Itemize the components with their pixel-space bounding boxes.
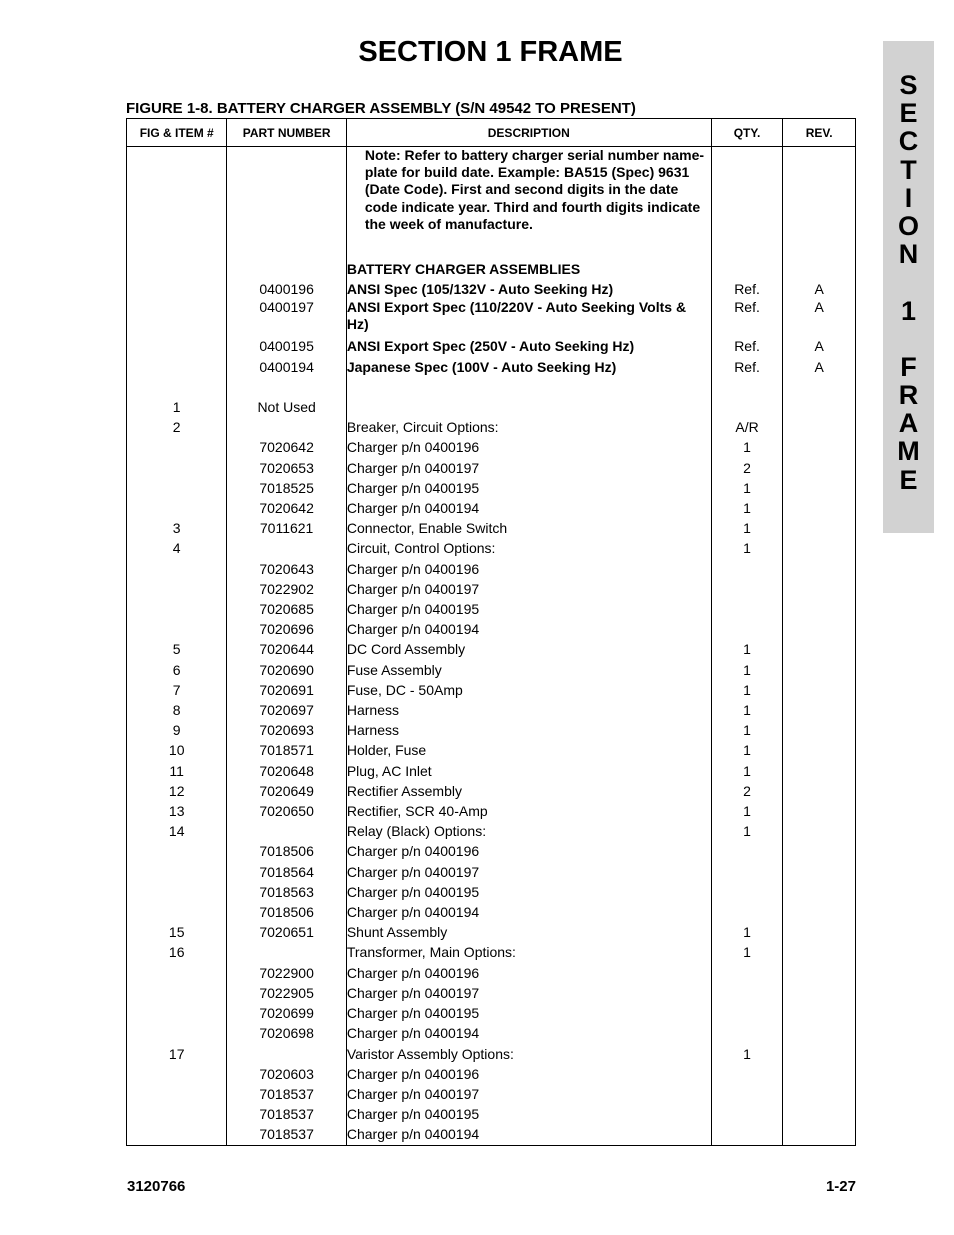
description-cell: Fuse Assembly: [346, 660, 711, 680]
qty-cell: 1: [711, 821, 783, 841]
qty-cell: A/R: [711, 417, 783, 437]
column-header-fig-item: FIG & ITEM #: [127, 119, 227, 147]
rev-cell: [783, 559, 856, 579]
description-cell: Charger p/n 0400197: [346, 1084, 711, 1104]
qty-cell: 1: [711, 538, 783, 558]
rev-cell: [783, 639, 856, 659]
rev-cell: A: [783, 279, 856, 299]
part-number-cell: 7020653: [227, 458, 346, 478]
part-number-cell: 7020642: [227, 437, 346, 457]
rev-cell: [783, 518, 856, 538]
part-number-cell: 7018525: [227, 478, 346, 498]
qty-cell: [711, 599, 783, 619]
fig-item-cell: [127, 841, 227, 861]
table-row: [127, 801, 856, 821]
rev-cell: [783, 1124, 856, 1145]
page-number: 1-27: [825, 1178, 856, 1195]
qty-cell: [711, 1023, 783, 1043]
table-row: [127, 417, 856, 437]
qty-cell: [711, 841, 783, 861]
part-number-cell: 7020698: [227, 1023, 346, 1043]
section-tab-letter: T: [900, 154, 917, 185]
fig-item-cell: 4: [127, 538, 227, 558]
description-cell: Harness: [346, 720, 711, 740]
fig-item-cell: [127, 478, 227, 498]
fig-item-cell: [127, 599, 227, 619]
description-cell: Charger p/n 0400194: [346, 902, 711, 922]
qty-cell: 1: [711, 720, 783, 740]
description-cell: BATTERY CHARGER ASSEMBLIES: [346, 259, 711, 279]
description-cell: Charger p/n 0400197: [346, 862, 711, 882]
rev-cell: [783, 417, 856, 437]
table-row: [127, 660, 856, 680]
part-number-cell: 7018537: [227, 1084, 346, 1104]
rev-cell: [783, 720, 856, 740]
table-row: [127, 740, 856, 760]
fig-item-cell: [127, 1084, 227, 1104]
rev-cell: [783, 902, 856, 922]
rev-cell: [783, 478, 856, 498]
rev-cell: [783, 1044, 856, 1064]
qty-cell: 1: [711, 660, 783, 680]
qty-cell: [711, 963, 783, 983]
part-number-cell: 7018563: [227, 882, 346, 902]
qty-cell: [711, 259, 783, 279]
rev-cell: [783, 821, 856, 841]
fig-item-cell: [127, 377, 227, 397]
table-row: [127, 498, 856, 518]
description-cell: Rectifier Assembly: [346, 781, 711, 801]
rev-cell: A: [783, 357, 856, 377]
table-row: [127, 1104, 856, 1124]
table-row: [127, 377, 856, 397]
description-cell: ANSI Export Spec (110/220V - Auto Seeking Volts & Hz): [346, 299, 711, 336]
rev-cell: [783, 1084, 856, 1104]
part-number-cell: 7020651: [227, 922, 346, 942]
part-number-cell: 7020693: [227, 720, 346, 740]
parts-table: [126, 118, 856, 1146]
rev-cell: [783, 397, 856, 417]
description-cell: DC Cord Assembly: [346, 639, 711, 659]
part-number-cell: 0400196: [227, 279, 346, 299]
description-cell: Shunt Assembly: [346, 922, 711, 942]
qty-cell: Ref.: [711, 357, 783, 377]
description-cell: Charger p/n 0400194: [346, 1124, 711, 1145]
description-cell: Japanese Spec (100V - Auto Seeking Hz): [346, 357, 711, 377]
table-row: [127, 781, 856, 801]
part-number-cell: 7018537: [227, 1124, 346, 1145]
fig-item-cell: 17: [127, 1044, 227, 1064]
qty-cell: 1: [711, 639, 783, 659]
fig-item-cell: [127, 458, 227, 478]
table-row: [127, 1064, 856, 1084]
section-tab-letter: N: [898, 239, 919, 270]
part-number-cell: 7020603: [227, 1064, 346, 1084]
part-number-cell: 7020697: [227, 700, 346, 720]
rev-cell: [783, 259, 856, 279]
qty-cell: 1: [711, 437, 783, 457]
qty-cell: 2: [711, 458, 783, 478]
table-row: [127, 1124, 856, 1145]
rev-cell: [783, 619, 856, 639]
description-cell: Circuit, Control Options:: [346, 538, 711, 558]
fig-item-cell: [127, 983, 227, 1003]
qty-cell: [711, 397, 783, 417]
fig-item-cell: [127, 619, 227, 639]
part-number-cell: 7018571: [227, 740, 346, 760]
part-number-cell: [227, 377, 346, 397]
rev-cell: [783, 377, 856, 397]
table-row: [127, 357, 856, 377]
table-row: [127, 579, 856, 599]
part-number-cell: [227, 821, 346, 841]
fig-item-cell: 12: [127, 781, 227, 801]
fig-item-cell: [127, 437, 227, 457]
rev-cell: [783, 761, 856, 781]
table-row: [127, 336, 856, 356]
rev-cell: [783, 882, 856, 902]
fig-item-cell: 1: [127, 397, 227, 417]
description-cell: Charger p/n 0400196: [346, 559, 711, 579]
fig-item-cell: [127, 1064, 227, 1084]
document-number: 3120766: [127, 1178, 186, 1195]
fig-item-cell: [127, 1124, 227, 1145]
table-row: [127, 1084, 856, 1104]
part-number-cell: 7020690: [227, 660, 346, 680]
rev-cell: [783, 458, 856, 478]
fig-item-cell: 3: [127, 518, 227, 538]
rev-cell: [783, 437, 856, 457]
part-number-cell: 0400195: [227, 336, 346, 356]
rev-cell: [783, 1023, 856, 1043]
fig-item-cell: [127, 279, 227, 299]
table-row: [127, 639, 856, 659]
description-cell: Charger p/n 0400194: [346, 498, 711, 518]
part-number-cell: 7018506: [227, 841, 346, 861]
table-row: [127, 538, 856, 558]
column-header-qty: QTY.: [711, 119, 783, 147]
rev-cell: [783, 599, 856, 619]
fig-item-cell: [127, 498, 227, 518]
description-cell: Charger p/n 0400194: [346, 619, 711, 639]
description-cell: Charger p/n 0400195: [346, 599, 711, 619]
fig-item-cell: 7: [127, 680, 227, 700]
rev-cell: [783, 740, 856, 760]
section-tab-letter: O: [897, 210, 919, 241]
description-cell: Harness: [346, 700, 711, 720]
part-number-cell: 7020691: [227, 680, 346, 700]
rev-cell: [783, 862, 856, 882]
table-row: [127, 458, 856, 478]
qty-cell: [711, 1124, 783, 1145]
fig-item-cell: [127, 559, 227, 579]
fig-item-cell: [127, 963, 227, 983]
rev-cell: [783, 1003, 856, 1023]
part-number-cell: 7020699: [227, 1003, 346, 1023]
part-number-cell: [227, 417, 346, 437]
qty-cell: Ref.: [711, 336, 783, 356]
qty-cell: Ref.: [711, 279, 783, 299]
table-row: [127, 882, 856, 902]
part-number-cell: 7011621: [227, 518, 346, 538]
fig-item-cell: 9: [127, 720, 227, 740]
part-number-cell: Not Used: [227, 397, 346, 417]
fig-item-cell: [127, 299, 227, 336]
qty-cell: 1: [711, 801, 783, 821]
table-row: [127, 700, 856, 720]
table-row: [127, 397, 856, 417]
qty-cell: 1: [711, 518, 783, 538]
description-cell: Relay (Black) Options:: [346, 821, 711, 841]
table-row: [127, 1023, 856, 1043]
section-side-tab: [883, 41, 934, 533]
qty-cell: [711, 1084, 783, 1104]
qty-cell: 1: [711, 740, 783, 760]
fig-item-cell: [127, 1003, 227, 1023]
part-number-cell: [227, 942, 346, 962]
qty-cell: [711, 1064, 783, 1084]
fig-item-cell: [127, 882, 227, 902]
table-row: [127, 862, 856, 882]
qty-cell: [711, 377, 783, 397]
table-row: [127, 963, 856, 983]
table-row: [127, 720, 856, 740]
section-tab-letter: E: [899, 98, 918, 129]
description-cell: Charger p/n 0400196: [346, 963, 711, 983]
section-tab-letter: [883, 268, 934, 296]
part-number-cell: [227, 538, 346, 558]
part-number-cell: 7020649: [227, 781, 346, 801]
table-row: [127, 259, 856, 279]
column-header-part-number: PART NUMBER: [227, 119, 346, 147]
figure-caption: FIGURE 1-8. BATTERY CHARGER ASSEMBLY (S/N 49542 TO PRESENT): [126, 100, 636, 117]
description-cell: Charger p/n 0400195: [346, 478, 711, 498]
description-cell: Charger p/n 0400194: [346, 1023, 711, 1043]
qty-cell: 1: [711, 478, 783, 498]
description-cell: Charger p/n 0400196: [346, 1064, 711, 1084]
qty-cell: [711, 902, 783, 922]
table-row: [127, 1044, 856, 1064]
qty-cell: [711, 983, 783, 1003]
qty-cell: [711, 1104, 783, 1124]
description-cell: Transformer, Main Options:: [346, 942, 711, 962]
section-tab-letter: M: [897, 436, 920, 467]
qty-cell: Ref.: [711, 299, 783, 336]
part-number-cell: 0400194: [227, 357, 346, 377]
section-tab-letter: R: [898, 380, 919, 411]
part-number-cell: 7022902: [227, 579, 346, 599]
fig-item-cell: 5: [127, 639, 227, 659]
fig-item-cell: 13: [127, 801, 227, 821]
description-cell: Rectifier, SCR 40-Amp: [346, 801, 711, 821]
rev-cell: [783, 942, 856, 962]
description-cell: Plug, AC Inlet: [346, 761, 711, 781]
section-tab-letter: F: [900, 351, 917, 382]
section-tab-letters: [883, 71, 934, 494]
rev-cell: [783, 700, 856, 720]
description-cell: Charger p/n 0400197: [346, 458, 711, 478]
rev-cell: [783, 579, 856, 599]
qty-cell: [711, 862, 783, 882]
build-date-note: Note: Refer to battery charger serial number name-plate for build date. Example: BA515 (Spec) 9631 (Date Code). First and second digits in the date code indicate year. Third and fourth digits indicate the week of manufacture.: [364, 147, 705, 232]
table-row: [127, 437, 856, 457]
rev-cell: [783, 1104, 856, 1124]
description-cell: Charger p/n 0400195: [346, 882, 711, 902]
section-tab-letter: C: [898, 126, 919, 157]
rev-cell: [783, 1064, 856, 1084]
description-cell: Holder, Fuse: [346, 740, 711, 760]
fig-item-cell: 10: [127, 740, 227, 760]
fig-item-cell: [127, 357, 227, 377]
section-tab-letter: A: [898, 408, 919, 439]
part-number-cell: 7020644: [227, 639, 346, 659]
rev-cell: [783, 498, 856, 518]
table-row: [127, 841, 856, 861]
fig-item-cell: 6: [127, 660, 227, 680]
description-cell: Varistor Assembly Options:: [346, 1044, 711, 1064]
description-cell: Charger p/n 0400197: [346, 579, 711, 599]
table-row: [127, 680, 856, 700]
description-cell: Charger p/n 0400196: [346, 437, 711, 457]
description-cell: Connector, Enable Switch: [346, 518, 711, 538]
section-tab-letter: S: [899, 70, 918, 100]
qty-cell: 1: [711, 700, 783, 720]
description-cell: Fuse, DC - 50Amp: [346, 680, 711, 700]
table-row: [127, 619, 856, 639]
part-number-cell: 7020643: [227, 559, 346, 579]
rev-cell: [783, 963, 856, 983]
fig-item-cell: [127, 336, 227, 356]
rev-cell: A: [783, 336, 856, 356]
qty-cell: 1: [711, 498, 783, 518]
table-row: [127, 299, 856, 336]
table-row: [127, 821, 856, 841]
fig-item-cell: [127, 259, 227, 279]
fig-item-cell: 14: [127, 821, 227, 841]
part-number-cell: 7018506: [227, 902, 346, 922]
part-number-cell: 7020696: [227, 619, 346, 639]
rev-cell: [783, 983, 856, 1003]
description-cell: Charger p/n 0400195: [346, 1104, 711, 1124]
column-header-description: DESCRIPTION: [346, 119, 711, 147]
qty-cell: 2: [711, 781, 783, 801]
description-cell: Charger p/n 0400195: [346, 1003, 711, 1023]
rev-cell: [783, 680, 856, 700]
section-tab-letter: I: [904, 182, 913, 213]
table-header-row: [127, 119, 856, 147]
part-number-cell: 7020642: [227, 498, 346, 518]
fig-item-cell: [127, 1023, 227, 1043]
table-row: [127, 599, 856, 619]
table-row: [127, 983, 856, 1003]
qty-cell: [711, 559, 783, 579]
description-cell: Breaker, Circuit Options:: [346, 417, 711, 437]
section-tab-letter: 1: [900, 295, 917, 326]
section-tab-letter: [883, 325, 934, 353]
qty-cell: 1: [711, 922, 783, 942]
part-number-cell: 7022900: [227, 963, 346, 983]
rev-cell: [783, 841, 856, 861]
rev-cell: [783, 801, 856, 821]
rev-cell: [783, 922, 856, 942]
rev-cell: A: [783, 299, 856, 336]
fig-item-cell: [127, 902, 227, 922]
part-number-cell: [227, 259, 346, 279]
part-number-cell: 7022905: [227, 983, 346, 1003]
part-number-cell: 7020685: [227, 599, 346, 619]
qty-cell: 1: [711, 942, 783, 962]
rev-cell: [783, 538, 856, 558]
table-row: [127, 478, 856, 498]
part-number-cell: 7020648: [227, 761, 346, 781]
rev-cell: [783, 660, 856, 680]
table-row: [127, 922, 856, 942]
qty-cell: [711, 1003, 783, 1023]
qty-cell: [711, 882, 783, 902]
description-cell: [346, 377, 711, 397]
description-cell: Charger p/n 0400196: [346, 841, 711, 861]
description-cell: Charger p/n 0400197: [346, 983, 711, 1003]
table-row: [127, 279, 856, 299]
description-cell: [346, 397, 711, 417]
section-tab-letter: E: [899, 464, 918, 495]
table-row: [127, 942, 856, 962]
table-row: [127, 902, 856, 922]
fig-item-cell: 16: [127, 942, 227, 962]
fig-item-cell: [127, 579, 227, 599]
fig-item-cell: [127, 1104, 227, 1124]
note-row: [127, 147, 856, 260]
page-title: SECTION 1 FRAME: [358, 36, 623, 68]
fig-item-cell: 15: [127, 922, 227, 942]
table-row: [127, 1003, 856, 1023]
table-row: [127, 559, 856, 579]
qty-cell: 1: [711, 680, 783, 700]
part-number-cell: 7018564: [227, 862, 346, 882]
description-cell: ANSI Export Spec (250V - Auto Seeking Hz): [346, 336, 711, 356]
description-cell: ANSI Spec (105/132V - Auto Seeking Hz): [346, 279, 711, 299]
fig-item-cell: [127, 862, 227, 882]
part-number-cell: 0400197: [227, 299, 346, 336]
table-row: [127, 761, 856, 781]
fig-item-cell: 8: [127, 700, 227, 720]
part-number-cell: 7020650: [227, 801, 346, 821]
part-number-cell: [227, 1044, 346, 1064]
part-number-cell: 7018537: [227, 1104, 346, 1124]
fig-item-cell: 11: [127, 761, 227, 781]
qty-cell: [711, 579, 783, 599]
table-row: [127, 518, 856, 538]
column-header-rev: REV.: [783, 119, 856, 147]
qty-cell: 1: [711, 1044, 783, 1064]
qty-cell: [711, 619, 783, 639]
fig-item-cell: 2: [127, 417, 227, 437]
qty-cell: 1: [711, 761, 783, 781]
rev-cell: [783, 781, 856, 801]
